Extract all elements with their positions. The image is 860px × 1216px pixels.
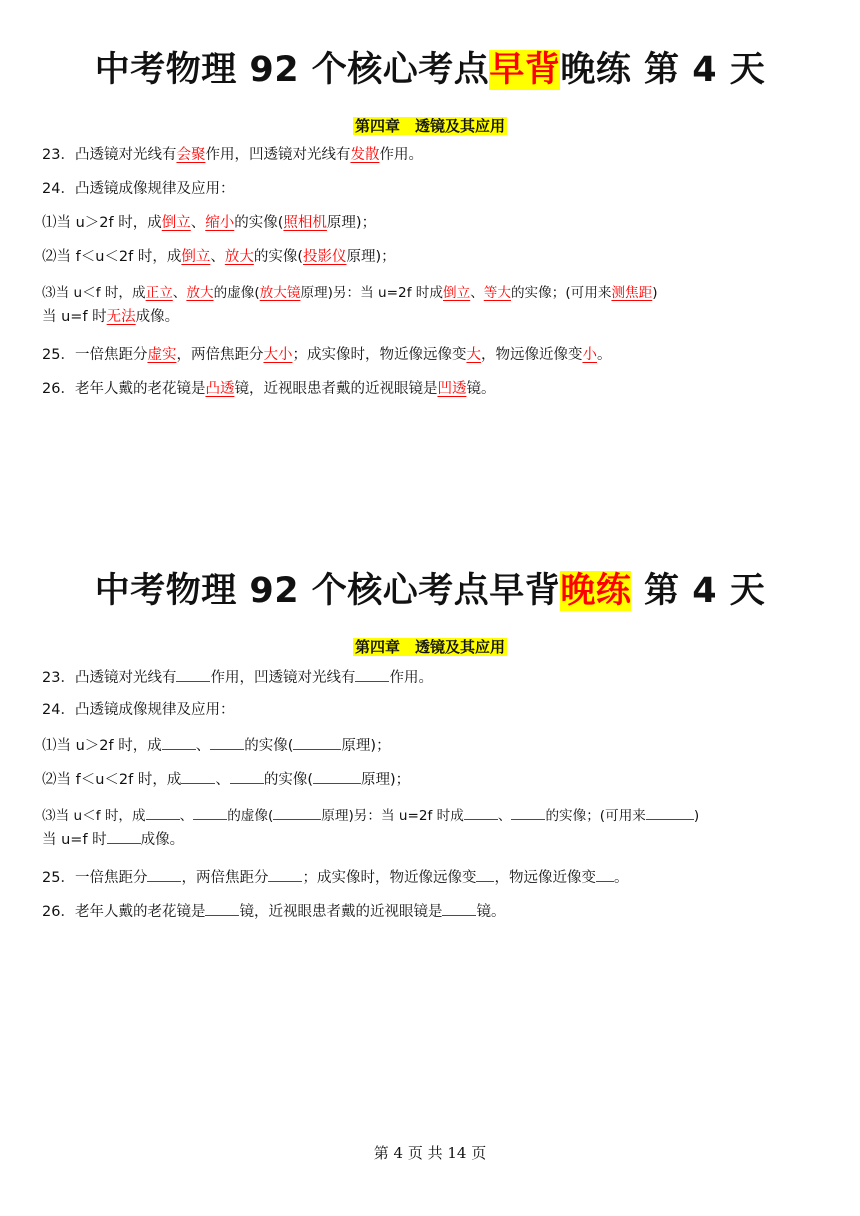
answer: 放大镜 (259, 285, 301, 301)
fill-blank[interactable] (230, 767, 264, 784)
fill-blank[interactable] (511, 803, 545, 820)
answer: 大小 (263, 347, 293, 363)
title-highlight: 晚练 (560, 571, 632, 611)
fill-blank[interactable] (464, 803, 498, 820)
item-26: 26．老年人戴的老花镜是凸透镜，近视眼患者戴的近视眼镜是凹透镜。 (42, 381, 496, 397)
answer: 投影仪 (303, 249, 347, 265)
fill-blank[interactable] (193, 803, 227, 820)
fill-blank[interactable] (176, 665, 210, 682)
title-highlight: 早背 (489, 50, 561, 90)
answer: 测焦距 (611, 285, 653, 301)
answer: 倒立 (161, 215, 191, 231)
chapter-heading: 第四章 透镜及其应用 (354, 638, 505, 656)
item-25: 25．一倍焦距分 ，两倍焦距分 ；成实像时，物近像远像变 ，物远像近像变 。 (42, 865, 628, 889)
fill-blank[interactable] (442, 899, 476, 916)
fill-blank[interactable] (355, 665, 389, 682)
item-26: 26．老年人戴的老花镜是 镜，近视眼患者戴的近视眼镜是 镜。 (42, 899, 505, 923)
item-24: 24．凸透镜成像规律及应用： (42, 702, 235, 718)
answer: 等大 (483, 285, 511, 301)
answer: 缩小 (205, 215, 235, 231)
morning-section (0, 44, 860, 397)
answer: 会聚 (176, 147, 206, 163)
fill-blank[interactable] (210, 733, 244, 750)
title-text: 中考物理 92 个核心考点 (94, 50, 490, 90)
fill-blank[interactable] (146, 803, 180, 820)
item-23: 23．凸透镜对光线有会聚作用，凹透镜对光线有发散作用。 (42, 147, 423, 163)
answer: 发散 (350, 147, 380, 163)
answer: 凸透 (205, 381, 235, 397)
answer: 倒立 (443, 285, 471, 301)
fill-blank[interactable] (181, 767, 215, 784)
title-text: 第 4 天 (631, 571, 766, 611)
evening-title (0, 565, 860, 617)
fill-blank[interactable] (646, 803, 694, 820)
item-24-1: ⑴当 u＞2f 时，成倒立、缩小的实像(照相机原理)； (42, 215, 377, 231)
title-text: 中考物理 92 个核心考点早背 (94, 571, 561, 611)
fill-blank[interactable] (596, 865, 614, 882)
answer: 倒立 (181, 249, 211, 265)
title-text: 晚练 第 4 天 (560, 50, 766, 90)
answer: 正立 (145, 285, 173, 301)
answer: 虚实 (147, 347, 177, 363)
answer: 照相机 (283, 215, 327, 231)
fill-blank[interactable] (107, 827, 141, 844)
fill-blank[interactable] (476, 865, 494, 882)
fill-blank[interactable] (205, 899, 239, 916)
fill-blank[interactable] (268, 865, 302, 882)
answer: 凹透 (437, 381, 467, 397)
fill-blank[interactable] (293, 733, 341, 750)
answer: 小 (582, 347, 597, 363)
answer: 大 (466, 347, 481, 363)
answer: 无法 (106, 309, 136, 325)
item-24-1: ⑴当 u＞2f 时，成 、 的实像( 原理)； (42, 733, 391, 757)
page-footer: 第 4 页 共 14 页 (373, 1144, 487, 1162)
chapter-heading: 第四章 透镜及其应用 (354, 117, 505, 135)
fill-blank[interactable] (273, 803, 321, 820)
fill-blank[interactable] (313, 767, 361, 784)
answer: 放大 (186, 285, 214, 301)
item-24: 24．凸透镜成像规律及应用： (42, 181, 235, 197)
answer: 放大 (224, 249, 254, 265)
fill-blank[interactable] (147, 865, 181, 882)
fill-blank[interactable] (162, 733, 196, 750)
item-24-3: ⑶当 u＜f 时，成 、 的虚像( 原理)另：当 u=2f 时成 、 的实像；(可用来 ) (42, 803, 699, 827)
item-24-2: ⑵当 f＜u＜2f 时，成倒立、放大的实像(投影仪原理)； (42, 249, 396, 265)
evening-section (0, 565, 860, 920)
item-24-3: ⑶当 u＜f 时，成正立、放大的虚像(放大镜原理)另：当 u=2f 时成倒立、等大的实像；(可用来测焦距) (42, 285, 658, 301)
morning-title (0, 44, 860, 96)
item-24-3-cont: 当 u=f 时无法成像。 (42, 309, 180, 325)
item-23: 23．凸透镜对光线有 作用，凹透镜对光线有 作用。 (42, 665, 433, 689)
item-24-3-cont: 当 u=f 时 成像。 (42, 827, 184, 851)
item-24-2: ⑵当 f＜u＜2f 时，成 、 的实像( 原理)； (42, 767, 410, 791)
item-25: 25．一倍焦距分虚实，两倍焦距分大小；成实像时，物近像远像变大，物远像近像变小。 (42, 347, 612, 363)
